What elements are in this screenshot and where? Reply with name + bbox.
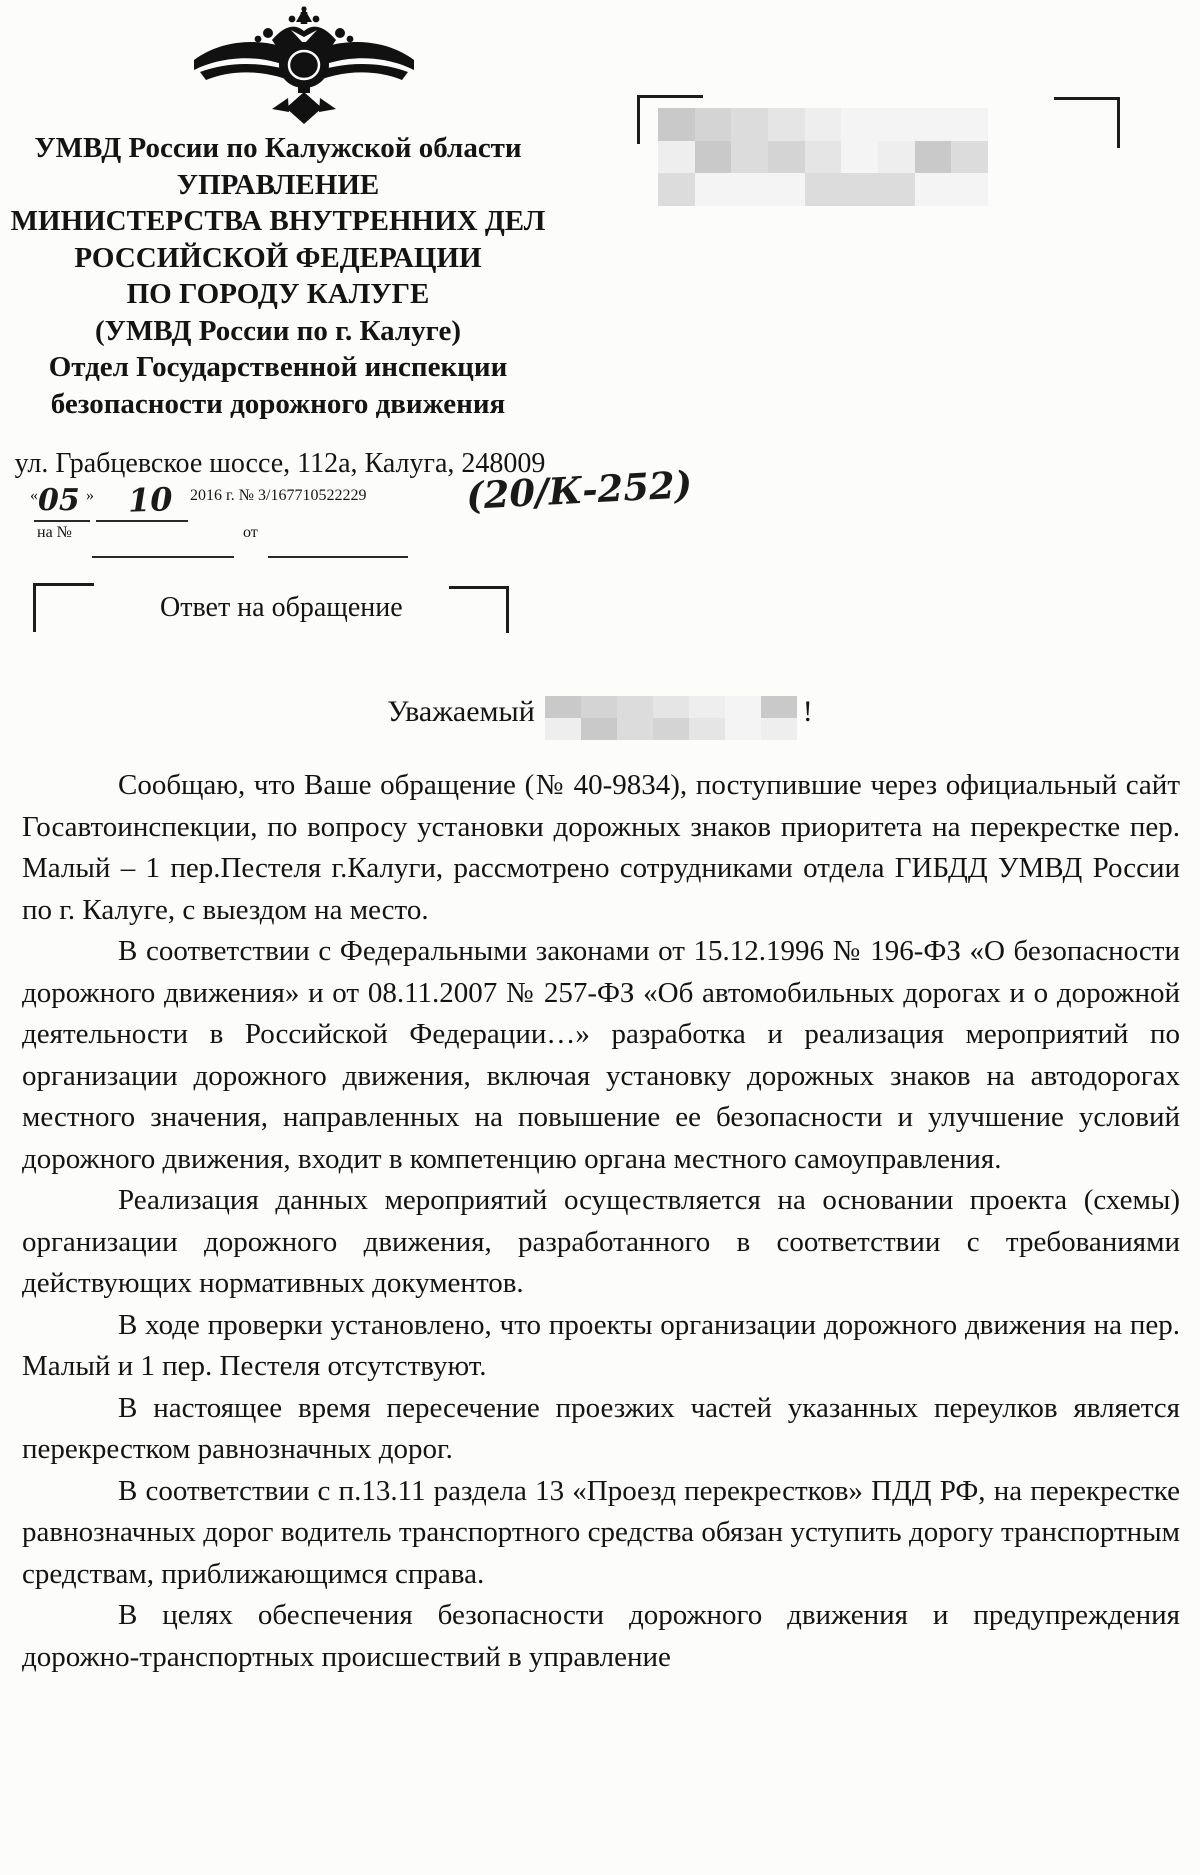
redaction-pixel xyxy=(725,696,761,718)
letterhead-lines xyxy=(8,130,548,422)
letterhead-line: МИНИСТЕРСТВА ВНУТРЕННИХ ДЕЛ xyxy=(10,205,546,237)
redaction-pixel xyxy=(915,173,952,206)
letterhead-line: РОССИЙСКОЙ ФЕДЕРАЦИИ xyxy=(74,241,482,274)
letterhead-line: безопасности дорожного движения xyxy=(50,387,506,420)
handwritten-month: 10 xyxy=(127,480,174,520)
redaction-pixel xyxy=(841,141,878,174)
body-paragraph: В соответствии с Федеральными законами от 15.12.1996 № 196-ФЗ «О безопасности дорожного движения» и от 08.11.2007 № 257-ФЗ «Об автомобильных дорогах и о дорожной деятельности в Российской Федерации…» разработка и реализация мероприятий по организации дорожного движения, включая установку дорожных знаков на автодорогах местного значения, направленных на повышение ее безопасности и улучшение условий дорожного движения, входит в компетенцию органа местного самоуправления. xyxy=(22,935,1180,1175)
letterhead-line: ПО ГОРОДУ КАЛУГЕ xyxy=(126,278,430,310)
recipient-name-redaction xyxy=(545,696,797,740)
redaction-pixel xyxy=(581,718,617,740)
subject-zone-corner-left xyxy=(33,583,94,632)
redaction-pixel xyxy=(951,173,988,206)
letterhead-line: УМВД России по Калужской области xyxy=(34,132,522,164)
redaction-pixel xyxy=(768,108,805,141)
redaction-pixel xyxy=(545,696,581,718)
redaction-pixel xyxy=(695,141,732,174)
letterhead-address: ул. Грабцевское шоссе, 112а, Калуга, 248009 xyxy=(14,448,546,479)
body-paragraph: Сообщаю, что Ваше обращение (№ 40-9834), поступившие через официальный сайт Госавтоинспекции, по вопросу установки дорожных знаков приоритета на перекрестке пер. Малый – 1 пер.Пестеля г.Калуги, рассмотрено сотрудниками отдела ГИБДД УМВД России по г. Калуге, с выездом на место. xyxy=(22,769,1180,926)
handwritten-annotation: (20/К-252) xyxy=(465,462,694,518)
handwritten-day: 05 xyxy=(38,483,80,518)
redaction-pixel xyxy=(545,718,581,740)
redaction-pixel xyxy=(617,696,653,718)
redaction-pixel xyxy=(653,718,689,740)
redaction-pixel xyxy=(761,696,797,718)
redaction-pixel xyxy=(768,141,805,174)
month-underline xyxy=(96,520,188,522)
redaction-pixel xyxy=(768,173,805,206)
body-paragraph: В соответствии с п.13.11 раздела 13 «Проезд перекрестков» ПДД РФ, на перекрестке равнозначных дорог водитель транспортного средства обязан уступить дорогу транспортным средствам, приближающимся справа. xyxy=(22,1474,1180,1590)
reference-na-label: на № xyxy=(37,524,72,541)
letterhead-line: (УМВД России по г. Калуге) xyxy=(95,314,461,347)
redaction-pixel xyxy=(658,108,695,141)
redaction-pixel xyxy=(617,718,653,740)
body-paragraph: В настоящее время пересечение проезжих частей указанных переулков является перекрестком равнозначных дорог. xyxy=(22,1391,1180,1465)
body-paragraph: В целях обеспечения безопасности дорожного движения и предупреждения дорожно-транспортных происшествий в управление xyxy=(22,1599,1180,1673)
recipient-zone-corner-right xyxy=(1054,97,1120,148)
redaction-pixel xyxy=(695,108,732,141)
greeting-line xyxy=(0,690,1200,734)
redaction-pixel xyxy=(653,696,689,718)
reference-date-blank xyxy=(268,556,408,558)
redaction-pixel xyxy=(695,173,732,206)
redaction-pixel xyxy=(805,141,842,174)
greeting-salutation: Уважаемый xyxy=(387,695,535,728)
greeting-exclamation: ! xyxy=(802,695,813,728)
redaction-pixel xyxy=(841,108,878,141)
subject-zone-corner-right xyxy=(449,586,509,633)
letterhead-line: УПРАВЛЕНИЕ xyxy=(176,168,380,201)
day-underline xyxy=(34,520,90,522)
letter-body xyxy=(22,765,1180,1678)
redaction-pixel xyxy=(878,141,915,174)
redaction-pixel xyxy=(805,173,842,206)
recipient-address-redaction xyxy=(658,108,988,206)
redaction-pixel xyxy=(731,108,768,141)
redaction-pixel xyxy=(915,141,952,174)
redaction-pixel xyxy=(951,108,988,141)
redaction-pixel xyxy=(689,718,725,740)
redaction-pixel xyxy=(658,173,695,206)
reference-ot-label: от xyxy=(243,524,258,541)
outgoing-number: 2016 г. № 3/167710522229 xyxy=(190,487,367,504)
redaction-pixel xyxy=(878,173,915,206)
redaction-pixel xyxy=(725,718,761,740)
body-paragraph: Реализация данных мероприятий осуществляется на основании проекта (схемы) организации дорожного движения, разработанного в соответствии с требованиями действующих нормативных документов. xyxy=(22,1184,1180,1299)
reference-number-blank xyxy=(92,556,234,558)
redaction-pixel xyxy=(689,696,725,718)
redaction-pixel xyxy=(951,141,988,174)
letterhead-line: Отдел Государственной инспекции xyxy=(48,351,508,383)
subject-label: Ответ на обращение xyxy=(160,592,403,623)
mvd-eagle-emblem xyxy=(192,6,416,126)
body-paragraph: В ходе проверки установлено, что проекты организации дорожного движения на пер. Малый и 1 пер. Пестеля отсутствуют. xyxy=(22,1308,1180,1382)
redaction-pixel xyxy=(915,108,952,141)
redaction-pixel xyxy=(761,718,797,740)
redaction-pixel xyxy=(658,141,695,174)
redaction-pixel xyxy=(731,141,768,174)
redaction-pixel xyxy=(841,173,878,206)
quote-open: « xyxy=(30,487,38,504)
redaction-pixel xyxy=(731,173,768,206)
redaction-pixel xyxy=(805,108,842,141)
redaction-pixel xyxy=(878,108,915,141)
redaction-pixel xyxy=(581,696,617,718)
quote-close: » xyxy=(86,487,94,504)
